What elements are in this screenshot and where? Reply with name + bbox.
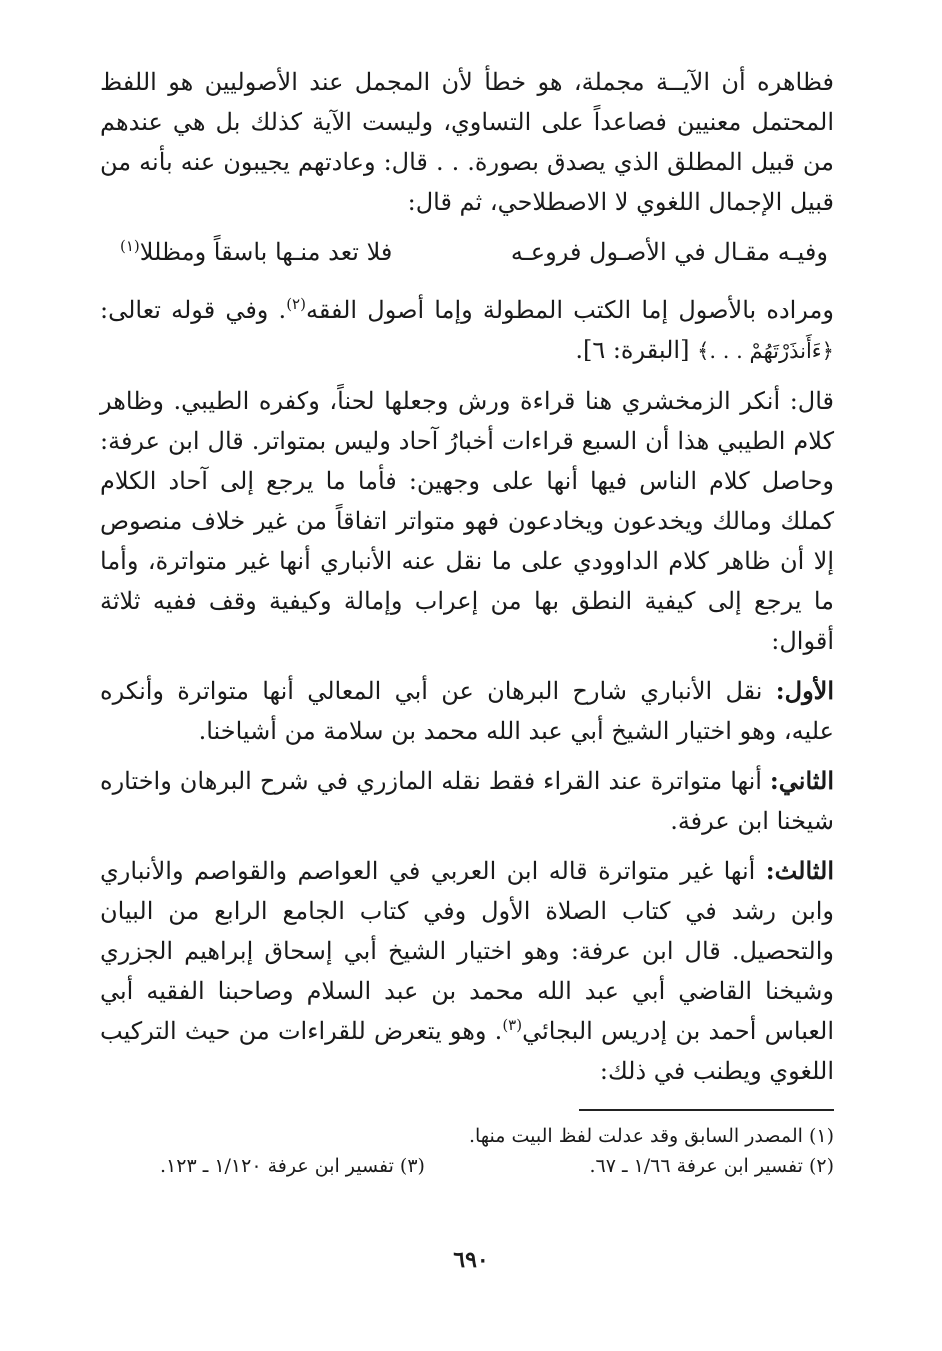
quran-reference: [البقرة: ٦]. — [575, 336, 690, 364]
second-opinion-label: الثاني: — [769, 766, 834, 795]
footnote-1: (١) المصدر السابق وقد عدلت لفظ البيت منها. — [468, 1125, 834, 1147]
paragraph-3 — [100, 381, 834, 661]
quran-quote: ﴿ءَأَنذَرْتَهُمْ . . .﴾ — [697, 339, 834, 363]
footnote-ref-1: (١) — [120, 237, 140, 255]
paragraph-2-text-a: ومراده بالأصول إما الكتب المطولة وإما أصول الفقه — [305, 296, 834, 324]
paragraph-1 — [100, 62, 834, 222]
first-opinion-text: نقل الأنباري شارح البرهان عن أبي المعالي أنها متواترة وأنكره عليه، وهو اختيار الشيخ أبي عبد الله محمد بن سلامة من أشياخنا. — [100, 677, 834, 745]
paragraph-second-opinion — [100, 761, 834, 841]
footnote-ref-2: (٢) — [286, 295, 306, 313]
footnotes — [100, 1121, 834, 1181]
verse-first-hemistich: وفيـه مقـال في الأصـول فروعـه — [510, 238, 828, 266]
footnote-2: (٢) تفسير ابن عرفة ١/٦٦ ـ ٦٧. — [589, 1155, 834, 1177]
verse-second-text: فلا تعد منـها باسقاً ومظللا — [139, 238, 393, 266]
second-opinion-text: أنها متواترة عند القراء فقط نقله المازري في شرح البرهان واختاره شيخنا ابن عرفة. — [100, 767, 834, 835]
footnote-3: (٣) تفسير ابن عرفة ١/١٢٠ ـ ١٢٣. — [160, 1155, 425, 1177]
verse-second-hemistich — [120, 232, 392, 272]
paragraph-2-text-b: . وفي قوله تعالى: — [100, 296, 287, 324]
poetry-verse — [120, 232, 828, 272]
footnote-divider — [579, 1109, 834, 1111]
page-number: ٦٩٠ — [453, 1247, 489, 1273]
third-opinion-text-b: . وهو يتعرض للقراءات من حيث التركيب اللغوي ويطنب في ذلك: — [100, 1017, 834, 1085]
paragraph-2 — [100, 290, 834, 371]
footnotes-row-2 — [100, 1151, 834, 1181]
third-opinion-label: الثالث: — [765, 856, 835, 885]
footnote-ref-3: (٣) — [502, 1016, 523, 1034]
paragraph-3-text: قال: أنكر الزمخشري هنا قراءة ورش وجعلها لحناً، وكفره الطيبي. وظاهر كلام الطيبي هذا أن السبع قراءات أخبارُ آحاد وليس بمتواتر. قال ابن عرفة: وحاصل كلام الناس فيها أنها على وجهين: فأما ما يرجع إلى آحاد الكلام كملك ومالك ويخدعون ويخادعون فهو متواتر اتفاقاً من غير خلاف منصوص إلا أن ظاهر كلام الداوودي على ما نقل عنه الأنباري أنها غير متواترة، وأما ما يرجع إلى كيفية النطق بها من إعراب وإمالة وكيفية وقف ففيه ثلاثة أقوال: — [100, 387, 834, 655]
first-opinion-label: الأول: — [775, 676, 835, 705]
paragraph-first-opinion — [100, 671, 834, 751]
third-opinion-text-a: أنها غير متواترة قاله ابن العربي في العواصم والقواصم والأنباري وابن رشد في كتاب الصلاة الأول وفي كتاب الجامع الرابع من البيان والتحصيل. قال ابن عرفة: وهو اختيار الشيخ أبي إسحاق إبراهيم الجزري وشيخنا القاضي أبي عبد الله محمد بن عبد السلام وصاحبنا الفقيه أبي العباس أحمد بن إدريس البجائي — [100, 857, 834, 1045]
paragraph-third-opinion — [100, 851, 834, 1091]
paragraph-1-text: فظاهره أن الآيــة مجملة، هو خطأ لأن المجمل عند الأصوليين هو اللفظ المحتمل معنيين فصاعداً على التساوي، وليست الآية كذلك بل هي عندهم من قبيل المطلق الذي يصدق بصورة. . . قال: وعادتهم يجيبون عنه بأنه من قبيل الإجمال اللغوي لا الاصطلاحي، ثم قال: — [100, 68, 834, 216]
